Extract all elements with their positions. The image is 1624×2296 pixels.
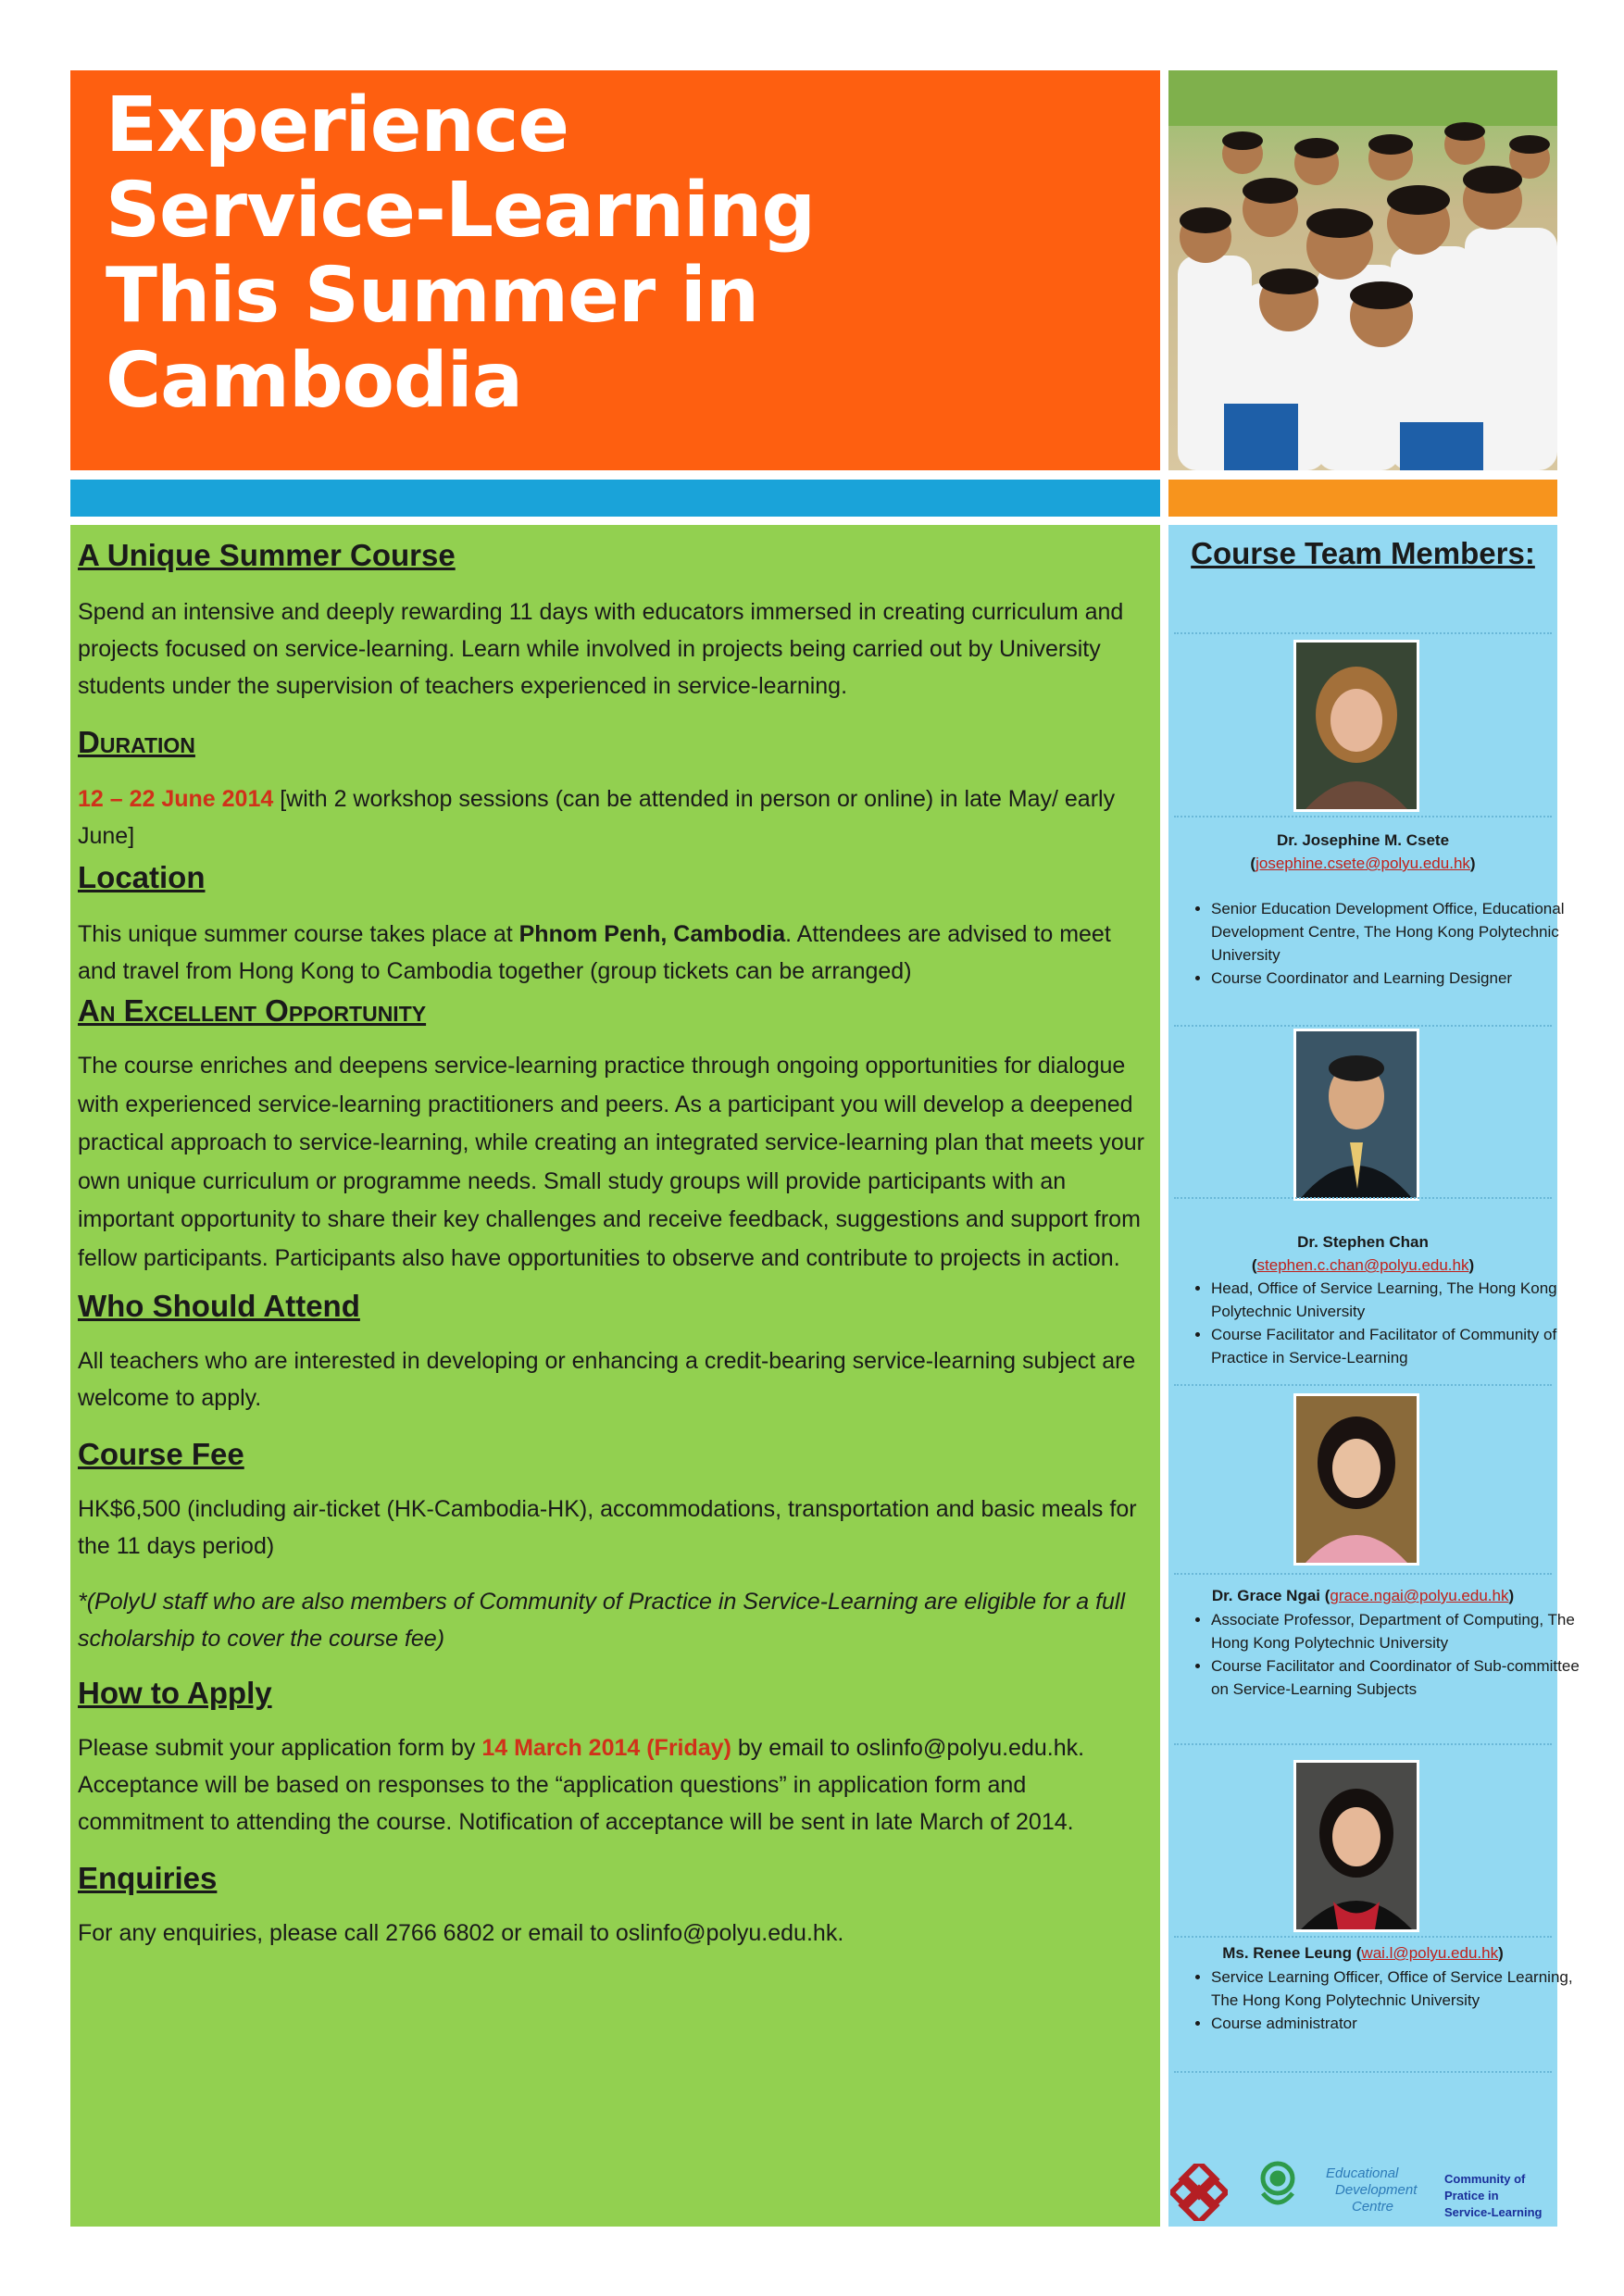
title-line: Experience — [106, 81, 568, 169]
course-team-heading: Course Team Members: — [1191, 536, 1535, 570]
role-item: • Senior Education Development Office, Educational Development Centre, The Hong Kong Polytechnic University — [1211, 897, 1587, 967]
edc-logo — [1326, 2165, 1417, 2215]
section-body-opportunity: The course enriches and deepens service-learning practice through ongoing opportunities for dialogue with experienced service-learning practitioners and peers. As a participant you will develop a deepened practical approach to service-learning, while creating an integrated service-learning plan that meets your own unique curriculum or programme needs. Small study groups will provide participants with an important opportunity to share their key challenges and receive feedback, suggestions and support from fellow participants. Participants also have opportunities to observe and contribute to projects in action. — [78, 1053, 1145, 1271]
children-group-photo — [1168, 70, 1557, 470]
orange-divider-bar — [1168, 480, 1557, 517]
divider — [1174, 1384, 1552, 1386]
location-text: . Attendees are advised to meet and travel from Hong Kong to Cambodia together (group tickets can be arranged) — [78, 921, 1111, 984]
community-of-practice-logo — [1444, 2171, 1543, 2221]
page-title — [106, 83, 815, 424]
member-email[interactable]: josephine.csete@polyu.edu.hk — [1255, 855, 1470, 872]
role-item: • Course Coordinator and Learning Designer — [1211, 967, 1587, 990]
divider — [1174, 1743, 1552, 1745]
member-email[interactable]: grace.ngai@polyu.edu.hk — [1330, 1587, 1509, 1604]
course-dates: 12 – 22 June 2014 — [78, 786, 274, 812]
duration-details: [with 2 workshop sessions (can be attended in person or online) in late May/ early June] — [78, 786, 1116, 849]
section-heading-who: Who Should Attend — [78, 1289, 360, 1323]
divider — [1174, 632, 1552, 634]
title-line: Service-Learning — [106, 167, 816, 255]
role-item: • Associate Professor, Department of Computing, The Hong Kong Polytechnic University — [1211, 1608, 1587, 1654]
section-body-who: All teachers who are interested in developing or enhancing a credit-bearing service-learning subject are welcome to apply. — [78, 1348, 1136, 1411]
fee-scholarship-note: *(PolyU staff who are also members of Community of Practice in Service-Learning are eligible for a full scholarship to cover the course fee) — [78, 1589, 1126, 1652]
role-item: • Course Facilitator and Facilitator of Community of Practice in Service-Learning — [1211, 1323, 1587, 1369]
title-line: Cambodia — [106, 337, 523, 425]
logo-line: Centre — [1352, 2199, 1394, 2215]
section-body-location — [78, 916, 1152, 990]
section-heading-fee: Course Fee — [78, 1437, 244, 1471]
role-item: • Course Facilitator and Coordinator of Sub-committee on Service-Learning Subjects — [1211, 1654, 1587, 1701]
member-name: Dr. Grace Ngai — [1211, 1587, 1321, 1604]
member-name-stephen: Dr. Stephen Chan (stephen.c.chan@polyu.edu.hk) — [1251, 1233, 1475, 1274]
apply-text: Please submit your application form by — [78, 1735, 482, 1761]
apply-text: by email to oslinfo@polyu.edu.hk. Acceptance will be based on responses to the “application questions” in application form and commitment to attending the course. Notification of acceptance will be sent in late March of 2014. — [78, 1735, 1085, 1835]
divider — [1174, 2071, 1552, 2073]
polyu-logo-icon — [1170, 2164, 1228, 2221]
member-name-josephine: Dr. Josephine M. Csete (josephine.csete@polyu.edu.hk) — [1250, 831, 1476, 872]
section-body-duration — [78, 780, 1152, 855]
section-heading-location: Location — [78, 860, 206, 894]
location-place: Phnom Penh, Cambodia — [518, 921, 786, 947]
title-line: This Summer in — [106, 252, 759, 340]
member-email[interactable]: wai.l@polyu.edu.hk — [1361, 1944, 1499, 1962]
title-banner — [70, 70, 1160, 470]
section-body-fee: HK$6,500 (including air-ticket (HK-Cambodia-HK), accommodations, transportation and basic meals for the 11 days period) — [78, 1496, 1137, 1559]
logo-line: Community of — [1444, 2172, 1526, 2186]
divider — [1174, 1573, 1552, 1575]
portrait-renee-leung — [1293, 1760, 1419, 1932]
member-name: Ms. Renee Leung — [1222, 1944, 1353, 1962]
member-name-grace: Dr. Grace Ngai (grace.ngai@polyu.edu.hk) — [1211, 1587, 1515, 1604]
section-body-apply — [78, 1729, 1152, 1841]
blue-divider-bar — [70, 480, 1160, 517]
application-deadline: 14 March 2014 (Friday) — [481, 1735, 731, 1761]
section-body-enquiries: For any enquiries, please call 2766 6802 or email to oslinfo@polyu.edu.hk. — [78, 1920, 844, 1946]
course-team-sidebar — [1168, 525, 1580, 2227]
section-heading-opportunity: An Excellent Opportunity — [78, 993, 427, 1028]
children-photo-image — [1168, 70, 1557, 470]
logo-line: Pratice in — [1444, 2189, 1499, 2202]
section-heading-enquiries: Enquiries — [78, 1861, 218, 1895]
section-heading-apply: How to Apply — [78, 1676, 272, 1710]
section-heading-duration: Duration — [78, 725, 195, 759]
portrait-stephen-chan — [1293, 1029, 1419, 1201]
section-body-unique: Spend an intensive and deeply rewarding 11 days with educators immersed in creating curriculum and projects focused on service-learning. Learn while involved in projects being carried out by University students under the supervision of teachers experienced in service-learning. — [78, 599, 1124, 699]
member-name: Dr. Stephen Chan — [1297, 1233, 1429, 1251]
member-roles — [1174, 1965, 1587, 2035]
role-item: • Course administrator — [1211, 2012, 1587, 2035]
logo-line: Educational — [1326, 2165, 1399, 2181]
portrait-grace-ngai — [1293, 1393, 1419, 1566]
role-item: • Head, Office of Service Learning, The Hong Kong Polytechnic University — [1211, 1277, 1587, 1323]
person-photo-icon — [1296, 1396, 1417, 1563]
person-photo-icon — [1296, 643, 1417, 809]
course-info — [78, 532, 1152, 1952]
member-name: Dr. Josephine M. Csete — [1276, 831, 1450, 849]
member-email[interactable]: stephen.c.chan@polyu.edu.hk — [1256, 1256, 1469, 1274]
divider — [1174, 1197, 1552, 1199]
portrait-josephine-csete — [1293, 640, 1419, 812]
office-of-service-learning-logo-icon — [1252, 2158, 1304, 2217]
main-content-panel — [70, 525, 1160, 2227]
member-roles — [1174, 1608, 1587, 1701]
location-text: This unique summer course takes place at — [78, 921, 519, 947]
person-photo-icon — [1296, 1031, 1417, 1198]
logo-line: Development — [1335, 2182, 1418, 2198]
divider — [1174, 1025, 1552, 1027]
section-heading-unique: A Unique Summer Course — [78, 538, 456, 572]
person-photo-icon — [1296, 1763, 1417, 1929]
logo-line: Service-Learning — [1444, 2205, 1543, 2219]
divider — [1174, 1936, 1552, 1938]
divider — [1174, 816, 1552, 817]
member-name-renee: Ms. Renee Leung (wai.l@polyu.edu.hk) — [1222, 1944, 1504, 1962]
member-roles — [1174, 1277, 1587, 1369]
member-roles — [1174, 897, 1587, 990]
role-item: • Service Learning Officer, Office of Service Learning, The Hong Kong Polytechnic University — [1211, 1965, 1587, 2012]
